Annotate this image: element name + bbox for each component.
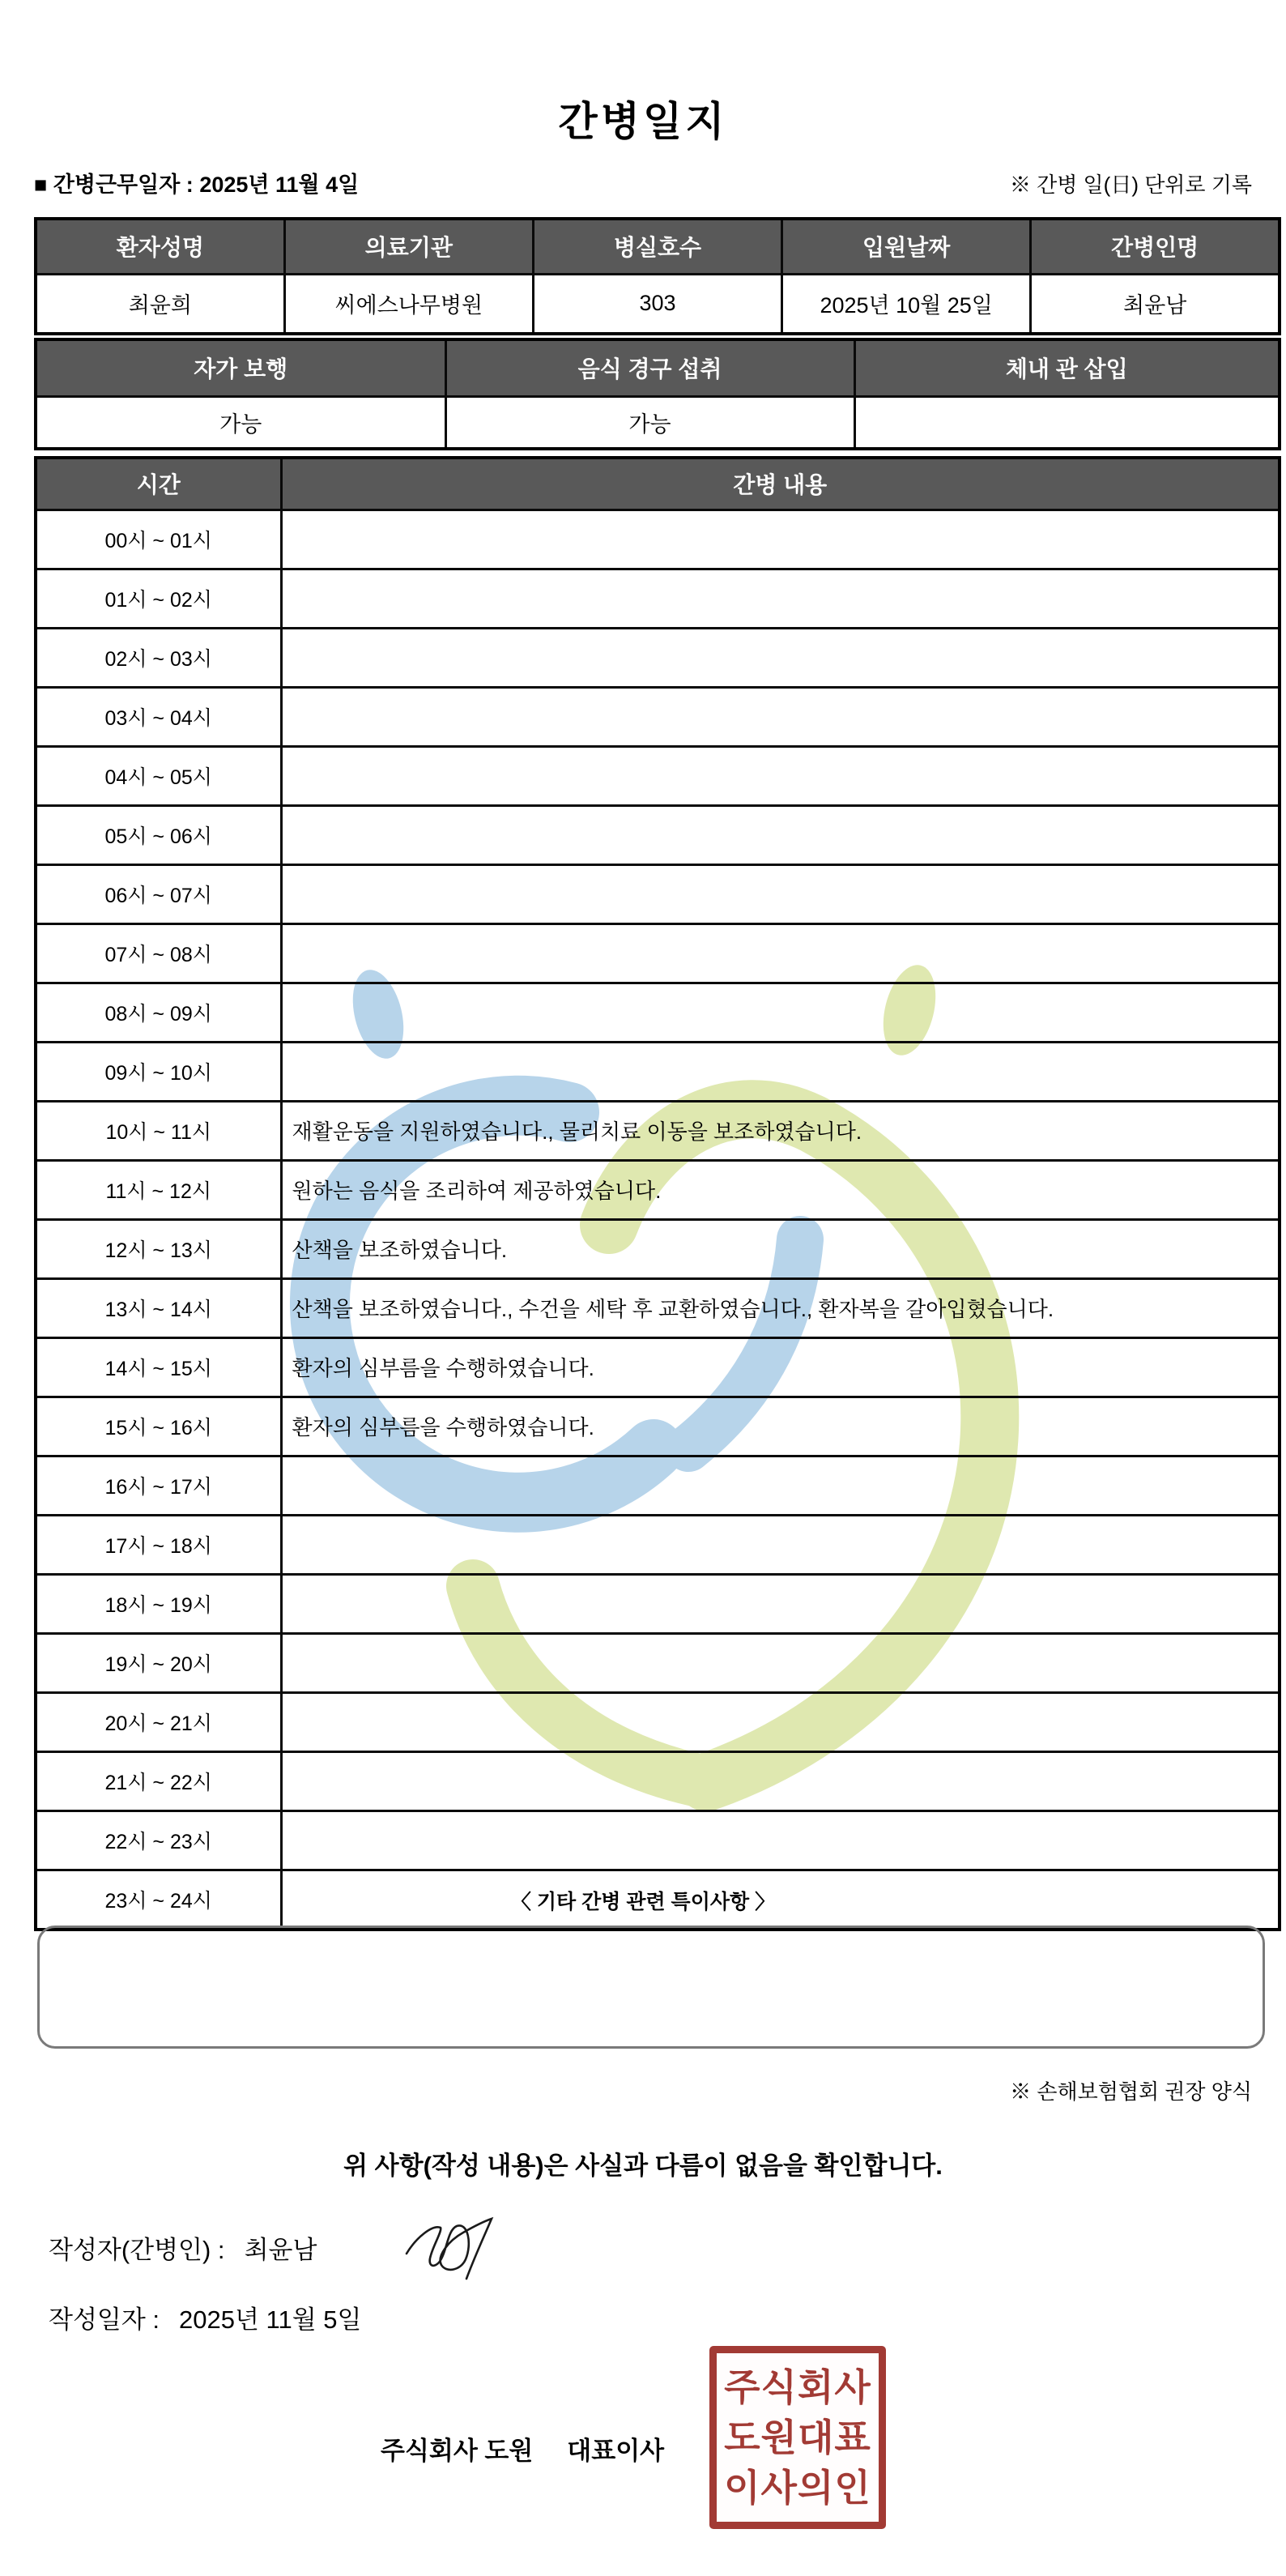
form-note: ※ 손해보험협회 권장 양식 (1010, 2079, 1252, 2104)
care-log-content: 산책을 보조하였습니다. (281, 1219, 1280, 1278)
writer-name: 최윤남 (244, 2236, 317, 2264)
care-log-row (36, 1633, 1280, 1692)
care-log-content (281, 1574, 1280, 1633)
hospital-value: 씨에스나무병원 (284, 274, 533, 334)
care-log-row (36, 1278, 1280, 1337)
care-log-time: 10시 ~ 11시 (36, 1101, 281, 1160)
care-log-row (36, 1692, 1280, 1751)
care-log-content (281, 1751, 1280, 1810)
care-log-time: 02시 ~ 03시 (36, 628, 281, 687)
company-role: 대표이사 (567, 2437, 665, 2465)
care-log-row (36, 1515, 1280, 1574)
signature (398, 2202, 520, 2291)
care-log-row (36, 1219, 1280, 1278)
care-log-time: 16시 ~ 17시 (36, 1456, 281, 1515)
company-line (381, 2430, 664, 2467)
care-log-time: 12시 ~ 13시 (36, 1219, 281, 1278)
care-log-content (281, 687, 1280, 746)
caregiver-value: 최윤남 (1031, 274, 1280, 334)
patient-name-header: 환자성명 (36, 219, 284, 274)
stamp-line: 주식회사 (724, 2366, 871, 2408)
self-walking-header: 자가 보행 (36, 339, 445, 396)
care-log-content (281, 1042, 1280, 1101)
care-log-content (281, 628, 1280, 687)
care-log-time: 23시 ~ 24시 (36, 1870, 281, 1930)
care-content-header: 간병 내용 (281, 458, 1280, 510)
admission-date-value: 2025년 10월 25일 (782, 274, 1031, 334)
care-log-time: 04시 ~ 05시 (36, 746, 281, 805)
room-header: 병실호수 (533, 219, 781, 274)
care-log-row (36, 983, 1280, 1042)
care-log-row (36, 1042, 1280, 1101)
care-log-row (36, 1337, 1280, 1397)
care-log-time: 15시 ~ 16시 (36, 1397, 281, 1456)
care-log-time: 07시 ~ 08시 (36, 923, 281, 983)
care-log-content: 원하는 음식을 조리하여 제공하였습니다. (281, 1160, 1280, 1219)
care-log-content: 재활운동을 지원하였습니다., 물리치료 이동을 보조하였습니다. (281, 1101, 1280, 1160)
care-log-time: 09시 ~ 10시 (36, 1042, 281, 1101)
page-title: 간병일지 (558, 99, 728, 144)
care-log-time: 00시 ~ 01시 (36, 510, 281, 569)
patient-name-value: 최윤희 (36, 274, 284, 334)
care-log-content (281, 923, 1280, 983)
care-log-time: 13시 ~ 14시 (36, 1278, 281, 1337)
care-log-table (34, 456, 1281, 1931)
caregiver-header: 간병인명 (1031, 219, 1280, 274)
care-log-row (36, 628, 1280, 687)
care-log-content (281, 864, 1280, 923)
notes-heading: 〈 기타 간병 관련 특이사항 〉 (510, 1891, 776, 1913)
stamp-line: 도원대표 (724, 2416, 871, 2459)
care-log-row (36, 1574, 1280, 1633)
care-log-time: 19시 ~ 20시 (36, 1633, 281, 1692)
care-log-row (36, 1397, 1280, 1456)
care-log-time: 06시 ~ 07시 (36, 864, 281, 923)
care-log-time: 01시 ~ 02시 (36, 569, 281, 628)
care-log-content: 환자의 심부름을 수행하였습니다. (281, 1337, 1280, 1397)
care-log-content (281, 1515, 1280, 1574)
care-log-content: 환자의 심부름을 수행하였습니다. (281, 1397, 1280, 1456)
care-log-row (36, 805, 1280, 864)
self-walking-value: 가능 (36, 396, 445, 449)
meta-row (34, 167, 1252, 198)
care-log-row (36, 1751, 1280, 1810)
care-log-row (36, 569, 1280, 628)
admission-date-header: 입원날짜 (782, 219, 1031, 274)
writer-label: 작성자(간병인) : (49, 2236, 225, 2264)
unit-note: ※ 간병 일(日) 단위로 기록 (1009, 173, 1252, 197)
care-log-content (281, 569, 1280, 628)
written-date-line (49, 2299, 361, 2335)
care-log-content (281, 1456, 1280, 1515)
stamp-line: 이사의인 (724, 2467, 871, 2509)
care-log-content (281, 1633, 1280, 1692)
care-log-time: 05시 ~ 06시 (36, 805, 281, 864)
room-value: 303 (533, 274, 781, 334)
care-log-time: 22시 ~ 23시 (36, 1810, 281, 1870)
care-log-row (36, 687, 1280, 746)
care-log-content: 산책을 보조하였습니다., 수건을 세탁 후 교환하였습니다., 환자복을 갈아입혔습니다. (281, 1278, 1280, 1337)
written-date-label: 작성일자 : (49, 2305, 160, 2334)
care-log-row (36, 510, 1280, 569)
confirmation-statement: 위 사항(작성 내용)은 사실과 다름이 없음을 확인합니다. (343, 2152, 943, 2180)
hospital-header: 의료기관 (284, 219, 533, 274)
patient-table (34, 217, 1281, 335)
work-date (34, 167, 359, 198)
care-log-time: 03시 ~ 04시 (36, 687, 281, 746)
time-header: 시간 (36, 458, 281, 510)
company-name: 주식회사 도원 (381, 2437, 534, 2465)
work-date-label: ■ 간병근무일자 : (34, 173, 194, 197)
care-log-content (281, 1692, 1280, 1751)
oral-intake-value: 가능 (445, 396, 854, 449)
care-log-time: 21시 ~ 22시 (36, 1751, 281, 1810)
care-log-time: 18시 ~ 19시 (36, 1574, 281, 1633)
work-date-value: 2025년 11월 4일 (199, 173, 360, 197)
care-log-time: 20시 ~ 21시 (36, 1692, 281, 1751)
care-log-content (281, 805, 1280, 864)
written-date-value: 2025년 11월 5일 (179, 2305, 362, 2334)
care-log-row (36, 1101, 1280, 1160)
writer-line (49, 2229, 317, 2266)
care-log-row (36, 864, 1280, 923)
care-log-time: 11시 ~ 12시 (36, 1160, 281, 1219)
care-log-row (36, 1456, 1280, 1515)
care-log-row (36, 1810, 1280, 1870)
care-log-time: 08시 ~ 09시 (36, 983, 281, 1042)
care-log-content (281, 510, 1280, 569)
care-log-time: 17시 ~ 18시 (36, 1515, 281, 1574)
company-seal-stamp (709, 2346, 886, 2529)
tube-insertion-value (854, 396, 1280, 449)
care-log-row (36, 746, 1280, 805)
notes-box (37, 1926, 1265, 2049)
care-log-row (36, 923, 1280, 983)
care-log-content (281, 746, 1280, 805)
oral-intake-header: 음식 경구 섭취 (445, 339, 854, 396)
care-log-row (36, 1160, 1280, 1219)
care-log-time: 14시 ~ 15시 (36, 1337, 281, 1397)
care-log-content (281, 983, 1280, 1042)
care-log-content (281, 1810, 1280, 1870)
tube-insertion-header: 체내 관 삽입 (854, 339, 1280, 396)
status-table (34, 338, 1281, 450)
